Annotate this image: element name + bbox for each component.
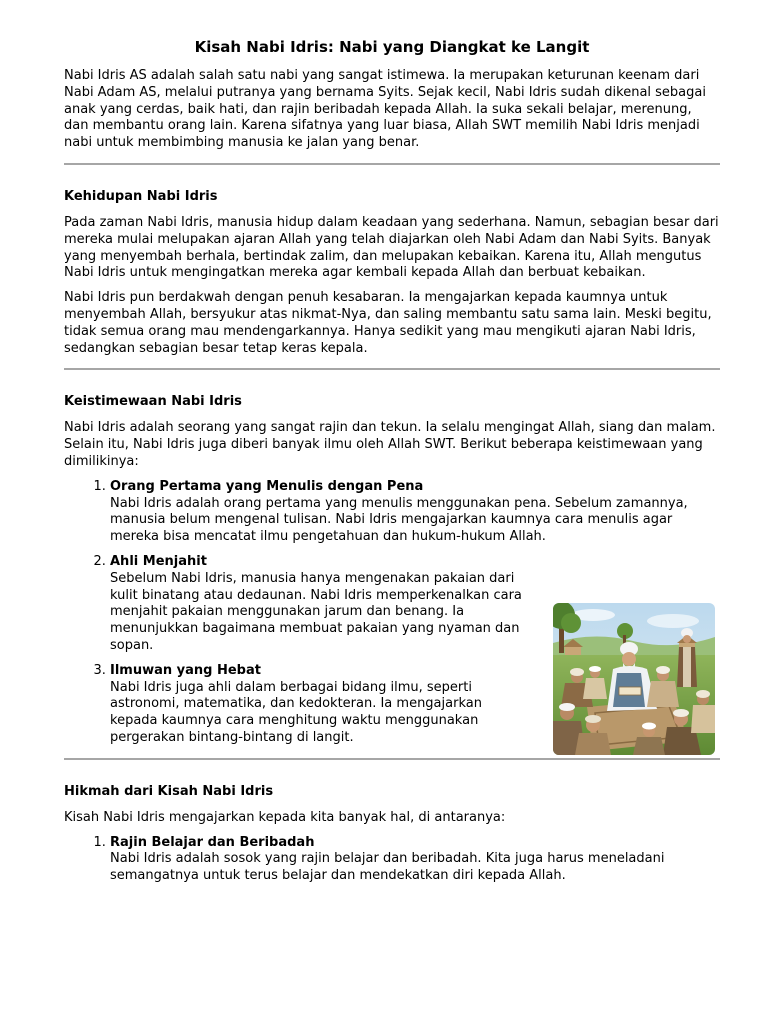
list-item-text: Nabi Idris juga ahli dalam berbagai bidang ilmu, seperti astronomi, matematika, dan kedokteran. Ia mengajarkan kepada kaumnya cara menghitung waktu menggunakan pergerakan bintang-bintang di langit. — [110, 679, 482, 745]
illustration-teacher-with-students-icon — [553, 603, 715, 755]
list-item-text: Nabi Idris adalah orang pertama yang menulis menggunakan pena. Sebelum zamannya, manusia belum mengenal tulisan. Nabi Idris mengajarkan kaumnya cara menulis agar mereka bisa mencatat ilmu pengetahuan dan hukum-hukum Allah. — [110, 495, 688, 545]
intro-paragraph: Nabi Idris AS adalah salah satu nabi yang sangat istimewa. Ia merupakan keturunan keenam dari Nabi Adam AS, melalui putranya yang bernama Syits. Sejak kecil, Nabi Idris sudah dikenal sebagai anak yang cerdas, baik hati, dan rajin beribadah kepada Allah. Ia suka sekali belajar, merenung, dan membantu orang lain. Karena sifatnya yang luar biasa, Allah SWT memilih Nabi Idris menjadi nabi untuk membimbing manusia ke jalan yang benar. — [64, 68, 706, 151]
list-item-title: 1. Orang Pertama yang Menulis dengan Pena — [110, 478, 424, 494]
list-item-title: 3. Ilmuwan yang Hebat — [110, 662, 261, 678]
hikmah-list — [64, 835, 720, 885]
section-divider — [64, 758, 720, 760]
list-item-text: Sebelum Nabi Idris, manusia hanya mengenakan pakaian dari kulit binatang atau dedaunan. Nabi Idris memperkenalkan cara menjahit pakaian menggunakan jarum dan benang. Ia menunjukkan bagaimana membuat pakaian yang nyaman dan sopan. — [110, 570, 522, 653]
kehidupan-paragraph-2: Nabi Idris pun berdakwah dengan penuh kesabaran. Ia mengajarkan kepada kaumnya untuk menyembah Allah, bersyukur atas nikmat-Nya, dan saling membantu satu sama lain. Meski begitu, tidak semua orang mau mendengarkannya. Hanya sedikit yang mau mengikuti ajaran Nabi Idris, sedangkan sebagian besar tetap keras kepala. — [64, 290, 712, 356]
section-divider — [64, 163, 720, 165]
section-divider — [64, 368, 720, 370]
list-item — [110, 479, 720, 546]
section-heading-kehidupan: Kehidupan Nabi Idris — [64, 188, 218, 204]
list-item — [110, 554, 528, 655]
section-heading-keistimewaan: Keistimewaan Nabi Idris — [64, 394, 242, 410]
kehidupan-paragraph-1: Pada zaman Nabi Idris, manusia hidup dalam keadaan yang sederhana. Namun, sebagian besar dari mereka mulai melupakan ajaran Allah yang telah diajarkan oleh Nabi Adam dan Nabi Syits. Banyak yang menyembah berhala, bertindak zalim, dan melupakan kebaikan. Karena itu, Allah mengutus Nabi Idris untuk mengingatkan mereka agar kembali kepada Allah dan berbuat kebaikan. — [64, 214, 719, 281]
keistimewaan-intro: Nabi Idris adalah seorang yang sangat rajin dan tekun. Ia selalu mengingat Allah, siang dan malam. Selain itu, Nabi Idris juga diberi banyak ilmu oleh Allah SWT. Berikut beberapa keistimewaan yang dimilikinya: — [64, 420, 716, 469]
document-title: Kisah Nabi Idris: Nabi yang Diangkat ke Langit — [194, 38, 590, 56]
list-item-title: 2. Ahli Menjahit — [110, 553, 207, 569]
list-item — [110, 663, 528, 747]
list-item-title: 1. Rajin Belajar dan Beribadah — [110, 834, 315, 850]
list-item — [110, 835, 720, 885]
section-heading-hikmah: Hikmah dari Kisah Nabi Idris — [64, 783, 274, 799]
hikmah-intro: Kisah Nabi Idris mengajarkan kepada kita banyak hal, di antaranya: — [64, 809, 506, 825]
list-item-text: Nabi Idris adalah sosok yang rajin belajar dan beribadah. Kita juga harus meneladani semangatnya untuk terus belajar dan mendekatkan diri kepada Allah. — [110, 851, 665, 884]
